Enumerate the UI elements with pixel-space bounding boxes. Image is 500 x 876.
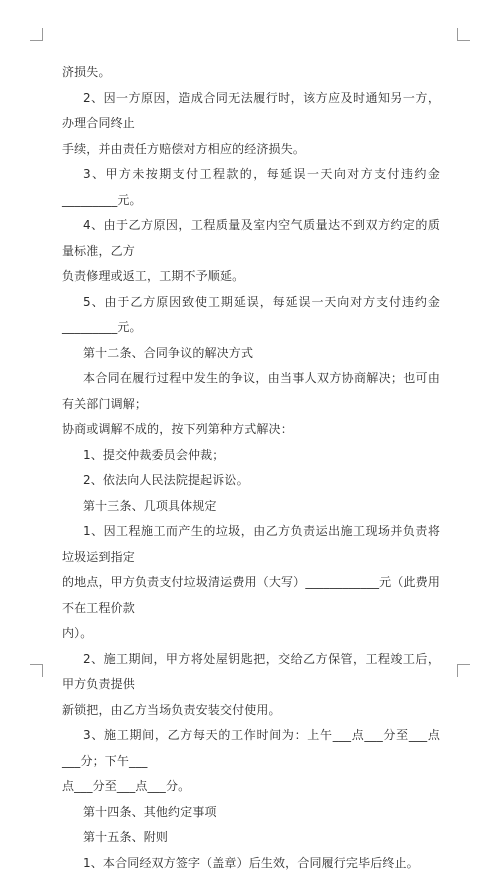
crop-mark-bottom-left bbox=[30, 664, 43, 677]
article-12-option-1: 1、提交仲裁委员会仲裁； bbox=[62, 443, 440, 469]
line-continuation: 济损失。 bbox=[62, 60, 440, 86]
clause-2-line-1: 2、因一方原因，造成合同无法履行时，该方应及时通知另一方，办理合同终止 bbox=[62, 86, 440, 137]
article-13-item-3-line-2: 点___分至___点___分。 bbox=[62, 774, 440, 800]
article-12-option-2: 2、依法向人民法院提起诉讼。 bbox=[62, 468, 440, 494]
article-15-item-1: 1、本合同经双方签字（盖章）后生效，合同履行完毕后终止。 bbox=[62, 851, 440, 876]
article-13-item-3-line-1: 3、施工期间，乙方每天的工作时间为：上午___点___分至___点___分；下午___ bbox=[62, 723, 440, 774]
document-body bbox=[62, 60, 440, 876]
article-12-para-line-1: 本合同在履行过程中发生的争议，由当事人双方协商解决；也可由有关部门调解； bbox=[62, 366, 440, 417]
article-13-item-1-line-3: 内）。 bbox=[62, 621, 440, 647]
crop-mark-bottom-right bbox=[457, 664, 470, 677]
clause-4-line-1: 4、由于乙方原因，工程质量及室内空气质量达不到双方约定的质量标准，乙方 bbox=[62, 213, 440, 264]
article-13-item-1-line-1: 1、因工程施工而产生的垃圾，由乙方负责运出施工现场并负责将垃圾运到指定 bbox=[62, 519, 440, 570]
article-13-item-1-line-2: 的地点，甲方负责支付垃圾清运费用（大写）____________元（此费用不在工程价款 bbox=[62, 570, 440, 621]
article-13-heading: 第十三条、几项具体规定 bbox=[62, 494, 440, 520]
article-14-heading: 第十四条、其他约定事项 bbox=[62, 800, 440, 826]
crop-mark-top-left bbox=[30, 28, 43, 41]
article-15-heading: 第十五条、附则 bbox=[62, 825, 440, 851]
clause-3: 3、甲方未按期支付工程款的，每延误一天向对方支付违约金_________元。 bbox=[62, 162, 440, 213]
article-12-heading: 第十二条、合同争议的解决方式 bbox=[62, 341, 440, 367]
clause-2-line-2: 手续，并由责任方赔偿对方相应的经济损失。 bbox=[62, 137, 440, 163]
clause-5: 5、由于乙方原因致使工期延误，每延误一天向对方支付违约金_________元。 bbox=[62, 290, 440, 341]
article-13-item-2-line-2: 新锁把，由乙方当场负责安装交付使用。 bbox=[62, 698, 440, 724]
crop-mark-top-right bbox=[457, 28, 470, 41]
clause-4-line-2: 负责修理或返工，工期不予顺延。 bbox=[62, 264, 440, 290]
article-13-item-2-line-1: 2、施工期间，甲方将处屋钥匙把，交给乙方保管，工程竣工后，甲方负责提供 bbox=[62, 647, 440, 698]
article-12-para-line-2: 协商或调解不成的，按下列第种方式解决： bbox=[62, 417, 440, 443]
